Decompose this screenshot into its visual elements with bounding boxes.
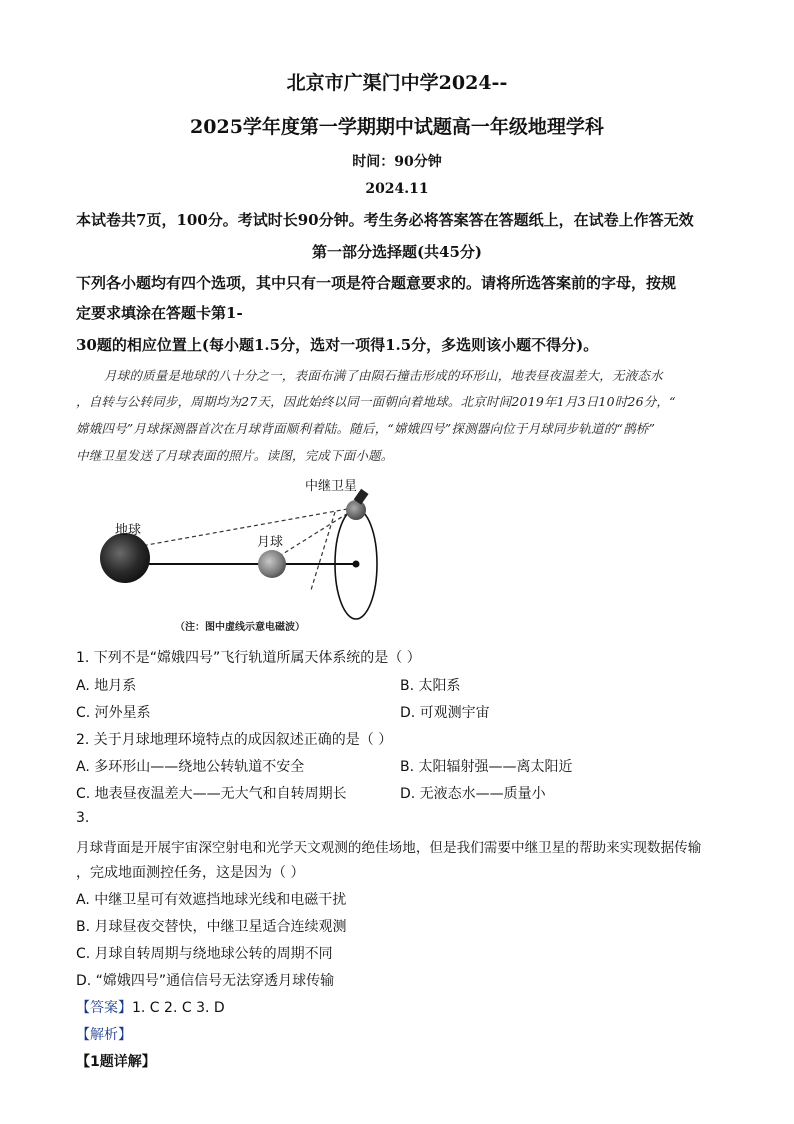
q2-option-b: B. 太阳辐射强——离太阳近 — [400, 759, 573, 775]
q2-stem: 2. 关于月球地理环境特点的成因叙述正确的是（ ） — [76, 732, 393, 748]
passage-line-3: 嫦娥四号”月球探测器首次在月球背面顺利着陆。随后，“嫦娥四号”探测器向位于月球同步轨道的“鹊桥” — [76, 421, 656, 436]
q3-number: 3. — [76, 810, 90, 826]
earth-globe — [100, 533, 150, 583]
title-line-2: 2025学年度第一学期期中试题高一年级地理学科 — [190, 116, 604, 138]
relay-satellite — [346, 500, 366, 520]
moon-globe — [258, 550, 286, 578]
passage-line-4: 中继卫星发送了月球表面的照片。读图，完成下面小题。 — [76, 448, 394, 463]
q3-stem-line-2: ，完成地面测控任务，这是因为（ ） — [76, 865, 305, 881]
exam-time: 时间：90分钟 — [352, 154, 442, 170]
section-title: 第一部分选择题(共45分) — [311, 243, 483, 261]
answer-text: 1. C 2. C 3. D — [132, 1000, 225, 1016]
q1-stem: 1. 下列不是“嫦娥四号”飞行轨道所属天体系统的是（ ） — [76, 650, 421, 666]
label-relay-satellite: 中继卫星 — [305, 479, 358, 494]
exam-date: 2024.11 — [365, 181, 429, 197]
q2-option-d: D. 无液态水——质量小 — [400, 786, 546, 802]
signal-earth-relay — [130, 508, 353, 548]
signal-moon-relay — [273, 510, 353, 560]
label-moon: 月球 — [257, 535, 284, 550]
q2-option-c: C. 地表昼夜温差大——无大气和自转周期长 — [76, 786, 347, 802]
q3-stem-line-1: 月球背面是开展宇宙深空射电和光学天文观测的绝佳场地，但是我们需要中继卫星的帮助来实现数据传输 — [76, 840, 702, 856]
instruction-line-2: 下列各小题均有四个选项，其中只有一项是符合题意要求的。请将所选答案前的字母，按规 — [76, 274, 677, 292]
q1-option-b: B. 太阳系 — [400, 678, 461, 694]
q3-option-a: A. 中继卫星可有效遮挡地球光线和电磁干扰 — [76, 892, 347, 908]
label-earth: 地球 — [115, 523, 142, 538]
q3-option-b: B. 月球昼夜交替快，中继卫星适合连续观测 — [76, 919, 347, 935]
answer-line — [76, 997, 225, 1017]
q1-option-c: C. 河外星系 — [76, 705, 151, 721]
orbit-center-point — [353, 561, 360, 568]
q1-option-d: D. 可观测宇宙 — [400, 705, 490, 721]
q3-option-d: D. “嫦娥四号”通信信号无法穿透月球传输 — [76, 973, 335, 989]
signal-relay-backside — [311, 512, 335, 590]
instruction-line-3: 定要求填涂在答题卡第1- — [76, 304, 243, 322]
title-line-1: 北京市广渠门中学2024-- — [286, 72, 508, 94]
answer-label: 【答案】 — [76, 1000, 132, 1016]
instruction-line-1: 本试卷共7页，100分。考试时长90分钟。考生务必将答案答在答题纸上，在试卷上作答无效 — [76, 211, 694, 229]
earth-moon-relay-figure — [95, 472, 395, 638]
analysis-label: 【解析】 — [76, 1027, 132, 1043]
instruction-line-4: 30题的相应位置上(每小题1.5分，选对一项得1.5分，多选则该小题不得分)。 — [76, 336, 599, 354]
analysis-detail-heading: 【1题详解】 — [76, 1054, 156, 1070]
q1-option-a: A. 地月系 — [76, 678, 137, 694]
q2-option-a: A. 多环形山——绕地公转轨道不安全 — [76, 759, 305, 775]
passage-line-1: 月球的质量是地球的八十分之一，表面布满了由陨石撞击形成的环形山，地表昼夜温差大，无液态水 — [104, 368, 663, 383]
passage-line-2: ，自转与公转同步，周期均为27天，因此始终以同一面朝向着地球。北京时间2019年1月3日10时26分，“ — [76, 394, 676, 409]
q3-option-c: C. 月球自转周期与绕地球公转的周期不同 — [76, 946, 333, 962]
figure-caption: （注：图中虚线示意电磁波） — [175, 622, 305, 633]
